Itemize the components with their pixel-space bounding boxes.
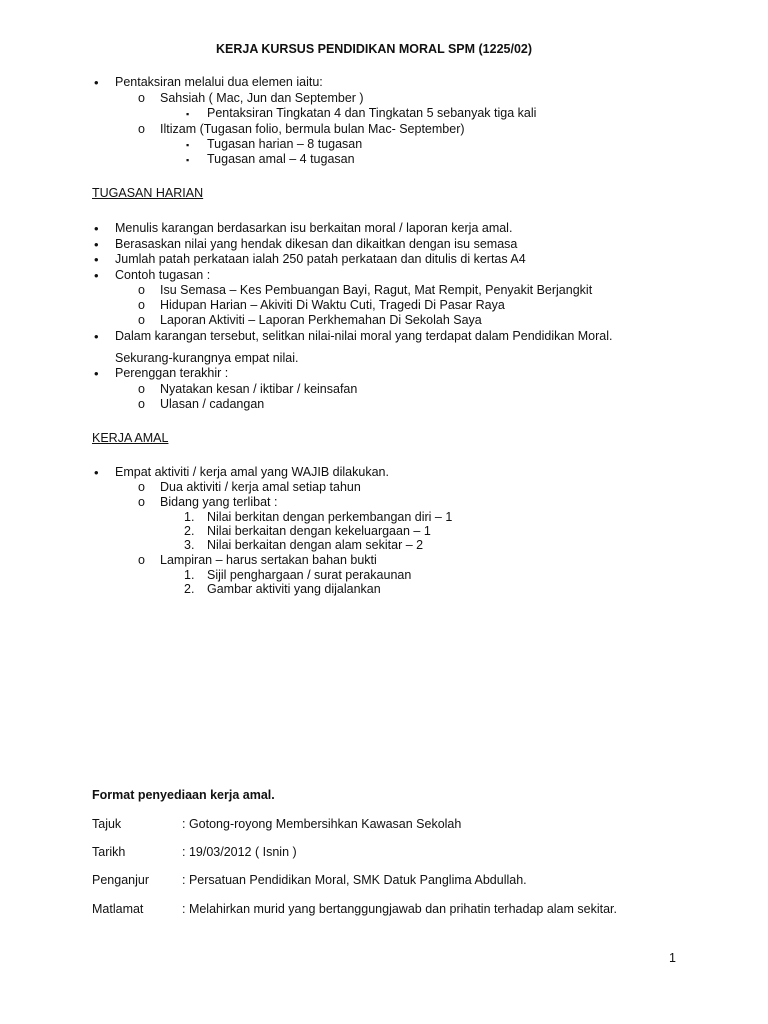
square-marker: ▪ xyxy=(186,155,190,165)
circle-marker: o xyxy=(138,553,145,567)
bidang-item: Nilai berkaitan dengan alam sekitar – 2 xyxy=(207,538,424,552)
format-value-matlamat: : Melahirkan murid yang bertanggungjawab dan prihatin terhadap alam sekitar. xyxy=(182,902,617,916)
sahsiah-item: Sahsiah ( Mac, Jun dan September ) xyxy=(160,91,364,105)
bidang-item: Nilai berkitan dengan perkembangan diri – 1 xyxy=(207,510,453,524)
bullet-marker: • xyxy=(94,366,99,381)
sahsiah-detail: Pentaksiran Tingkatan 4 dan Tingkatan 5 sebanyak tiga kali xyxy=(207,106,537,120)
karangan-continuation: Sekurang-kurangnya empat nilai. xyxy=(115,351,299,365)
kerja-amal-item: Empat aktiviti / kerja amal yang WAJIB dilakukan. xyxy=(115,465,389,479)
bullet-marker: • xyxy=(94,329,99,344)
tugasan-amal-count: Tugasan amal – 4 tugasan xyxy=(207,152,355,166)
contoh-item: Hidupan Harian – Akiviti Di Waktu Cuti, Tragedi Di Pasar Raya xyxy=(160,298,505,312)
format-label-penganjur: Penganjur xyxy=(92,873,149,887)
document-title: KERJA KURSUS PENDIDIKAN MORAL SPM (1225/02) xyxy=(216,42,533,56)
circle-marker: o xyxy=(138,382,145,396)
page-number: 1 xyxy=(669,951,676,965)
circle-marker: o xyxy=(138,480,145,494)
list-number: 1. xyxy=(184,568,195,582)
karangan-item: Dalam karangan tersebut, selitkan nilai-nilai moral yang terdapat dalam Pendidikan Moral. xyxy=(115,329,613,343)
format-label-matlamat: Matlamat xyxy=(92,902,144,916)
circle-marker: o xyxy=(138,122,145,136)
list-item: Menulis karangan berdasarkan isu berkaitan moral / laporan kerja amal. xyxy=(115,221,513,235)
circle-marker: o xyxy=(138,313,145,327)
bullet-marker: • xyxy=(94,268,99,283)
format-label-tajuk: Tajuk xyxy=(92,817,122,831)
contoh-item: Isu Semasa – Kes Pembuangan Bayi, Ragut, Mat Rempit, Penyakit Berjangkit xyxy=(160,283,593,297)
bidang-item: Nilai berkaitan dengan kekeluargaan – 1 xyxy=(207,524,431,538)
list-item: Jumlah patah perkataan ialah 250 patah perkataan dan ditulis di kertas A4 xyxy=(115,252,526,266)
contoh-item: Laporan Aktiviti – Laporan Perkhemahan Di Sekolah Saya xyxy=(160,313,482,327)
circle-marker: o xyxy=(138,91,145,105)
iltizam-item: Iltizam (Tugasan folio, bermula bulan Mac- September) xyxy=(160,122,465,136)
bullet-marker: • xyxy=(94,221,99,236)
circle-marker: o xyxy=(138,397,145,411)
circle-marker: o xyxy=(138,495,145,509)
lampiran-subitem: Sijil penghargaan / surat perakaunan xyxy=(207,568,412,582)
list-number: 2. xyxy=(184,582,195,596)
perenggan-subitem: Nyatakan kesan / iktibar / keinsafan xyxy=(160,382,358,396)
list-number: 2. xyxy=(184,524,195,538)
format-value-tajuk: : Gotong-royong Membersihkan Kawasan Sekolah xyxy=(182,817,462,831)
circle-marker: o xyxy=(138,298,145,312)
kerja-amal-subitem: Dua aktiviti / kerja amal setiap tahun xyxy=(160,480,361,494)
bullet-marker: • xyxy=(94,75,99,90)
format-heading: Format penyediaan kerja amal. xyxy=(92,788,275,802)
section-heading-tugasan-harian: TUGASAN HARIAN xyxy=(92,186,204,200)
bullet-marker: • xyxy=(94,465,99,480)
bullet-marker: • xyxy=(94,252,99,267)
format-label-tarikh: Tarikh xyxy=(92,845,126,859)
list-number: 3. xyxy=(184,538,195,552)
kerja-amal-subitem: Bidang yang terlibat : xyxy=(160,495,278,509)
perenggan-subitem: Ulasan / cadangan xyxy=(160,397,265,411)
lampiran-item: Lampiran – harus sertakan bahan bukti xyxy=(160,553,377,567)
square-marker: ▪ xyxy=(186,109,190,119)
list-item: Contoh tugasan : xyxy=(115,268,211,282)
square-marker: ▪ xyxy=(186,140,190,150)
bullet-marker: • xyxy=(94,237,99,252)
circle-marker: o xyxy=(138,283,145,297)
lampiran-subitem: Gambar aktiviti yang dijalankan xyxy=(207,582,381,596)
section-heading-kerja-amal: KERJA AMAL xyxy=(92,431,169,445)
format-value-penganjur: : Persatuan Pendidikan Moral, SMK Datuk Panglima Abdullah. xyxy=(182,873,527,887)
tugasan-harian-count: Tugasan harian – 8 tugasan xyxy=(207,137,363,151)
list-item: Berasaskan nilai yang hendak dikesan dan dikaitkan dengan isu semasa xyxy=(115,237,518,251)
list-number: 1. xyxy=(184,510,195,524)
format-value-tarikh: : 19/03/2012 ( Isnin ) xyxy=(182,845,297,859)
intro-text: Pentaksiran melalui dua elemen iaitu: xyxy=(115,75,323,89)
perenggan-item: Perenggan terakhir : xyxy=(115,366,229,380)
